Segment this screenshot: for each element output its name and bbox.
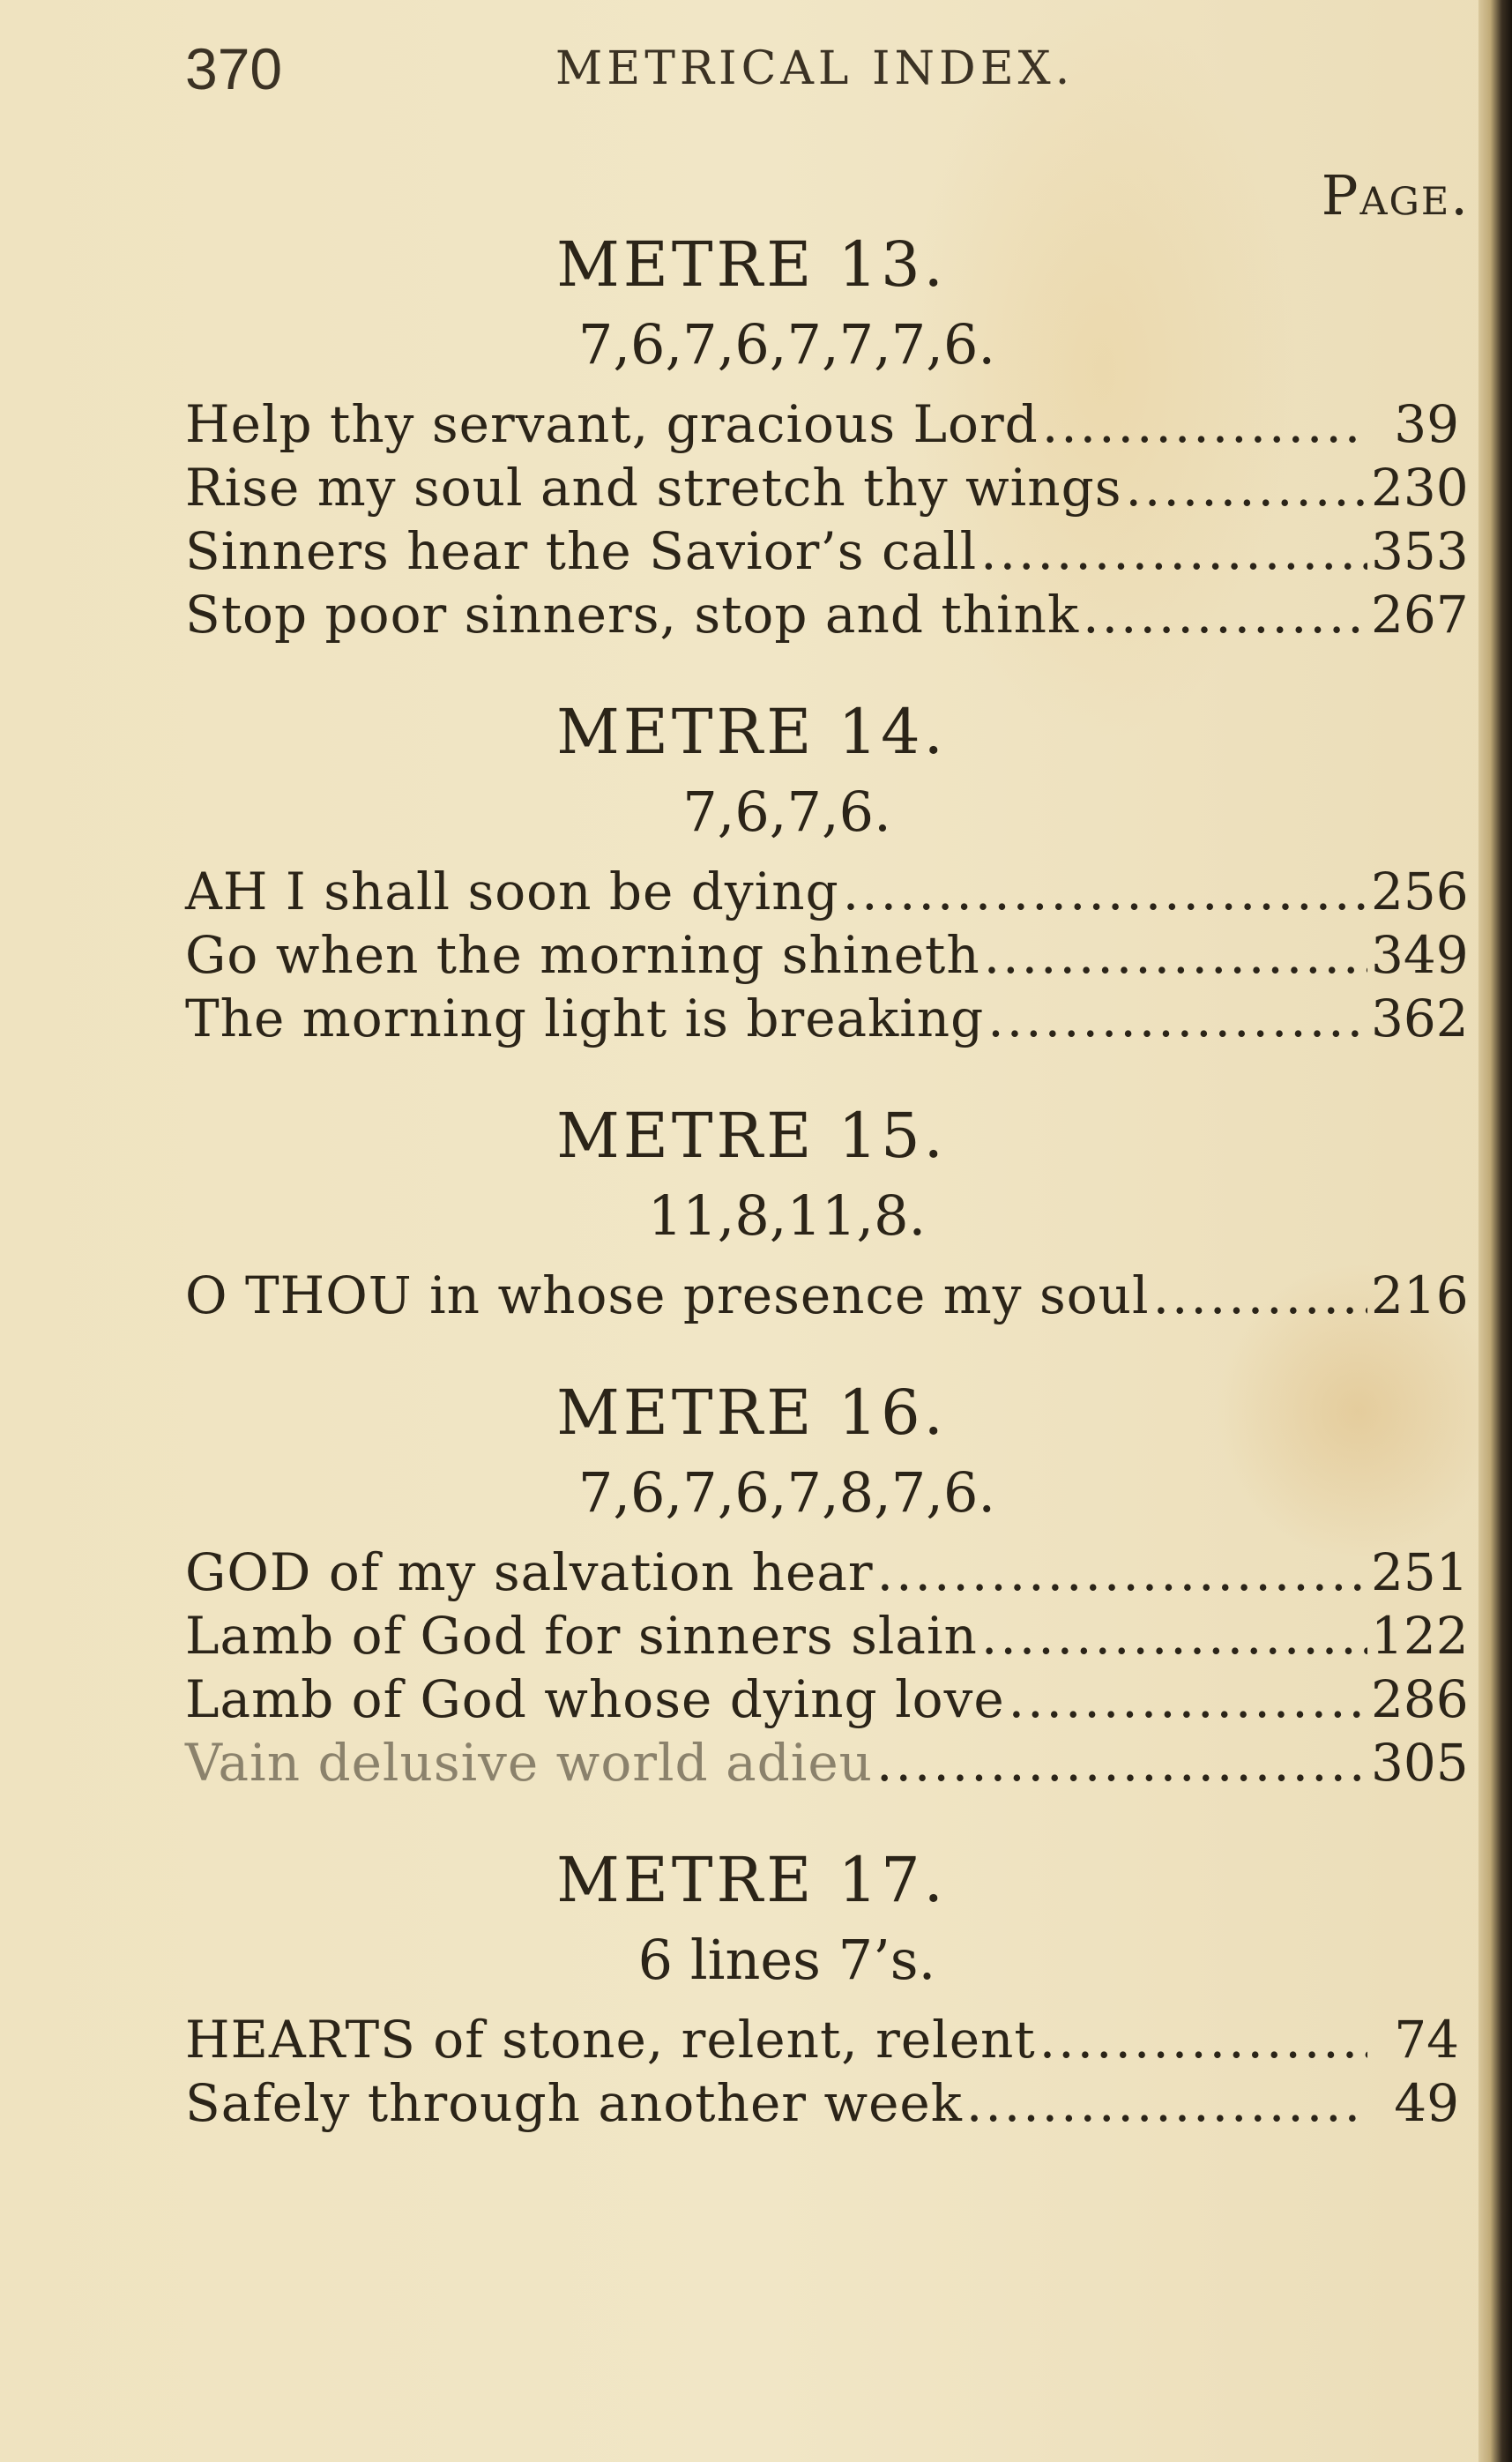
hymn-entry: [185, 987, 1469, 1050]
hymn-entry: [185, 923, 1469, 987]
hymn-page-number: 49: [1394, 2073, 1459, 2133]
dot-leader: [877, 1541, 1367, 1604]
hymn-page-number: 230: [1371, 458, 1469, 518]
metre-pattern: 7,6,7,6,7,7,7,6.: [577, 312, 996, 377]
hymn-page-number: 286: [1371, 1669, 1469, 1729]
hymn-page-number: 256: [1371, 862, 1469, 921]
metre-section-15: [185, 1096, 1469, 1327]
hymn-first-line: Help thy servant, gracious Lord: [185, 394, 1039, 454]
metre-section-16: [185, 1373, 1469, 1794]
dot-leader: [1083, 583, 1367, 646]
dot-leader: [1039, 2008, 1367, 2071]
metre-title: METRE 14.: [556, 696, 947, 768]
hymn-page-number: 362: [1371, 989, 1469, 1048]
dot-leader: [980, 519, 1367, 583]
hymn-entry: [185, 1667, 1469, 1731]
hymn-first-line: Go when the morning shineth: [185, 925, 980, 985]
hymn-page-number: 305: [1371, 1733, 1469, 1793]
dot-leader: [987, 987, 1367, 1050]
hymn-first-line: GOD of my salvation hear: [185, 1542, 874, 1602]
hymn-list: [185, 2008, 1459, 2135]
hymn-first-line: The morning light is breaking: [185, 989, 985, 1048]
hymn-entry: [185, 456, 1469, 519]
hymn-entry: [185, 583, 1469, 646]
metre-pattern: 6 lines 7’s.: [637, 1928, 936, 1992]
metrical-index: [185, 225, 1469, 2135]
hymn-page-number: 353: [1371, 521, 1469, 581]
metre-title: METRE 16.: [556, 1376, 947, 1449]
hymn-first-line: AH I shall soon be dying: [185, 862, 839, 921]
dot-leader: [1125, 456, 1367, 519]
dot-leader: [984, 923, 1367, 987]
page-header: [185, 35, 1322, 115]
metre-title: METRE 15.: [556, 1100, 947, 1172]
hymn-page-number: 267: [1371, 585, 1469, 645]
hymn-entry: [185, 860, 1469, 923]
book-spine-edge: [1478, 0, 1512, 2462]
dot-leader: [876, 1731, 1367, 1794]
hymn-first-line: Lamb of God for sinners slain: [185, 1606, 978, 1666]
hymn-page-number: 216: [1371, 1265, 1469, 1325]
page-number: 370: [185, 36, 283, 101]
dot-leader: [1042, 392, 1367, 456]
hymn-entry: [185, 392, 1459, 456]
page-column-label: Page.: [1321, 163, 1470, 228]
hymn-first-line: Vain delusive world adieu: [185, 1733, 874, 1793]
metre-section-17: [185, 1840, 1459, 2135]
metre-pattern: 7,6,7,6,7,8,7,6.: [577, 1460, 996, 1525]
hymn-first-line: Lamb of God whose dying love: [185, 1669, 1005, 1729]
hymn-entry: [185, 519, 1469, 583]
metre-section-14: [185, 692, 1469, 1050]
hymn-first-line: Safely through another week: [185, 2073, 963, 2133]
hymn-entry: [185, 1604, 1469, 1667]
hymn-page-number: 122: [1371, 1606, 1469, 1666]
dot-leader: [966, 2071, 1367, 2135]
dot-leader: [981, 1604, 1367, 1667]
dot-leader: [1153, 1264, 1367, 1327]
hymn-first-line: O THOU in whose presence my soul: [185, 1265, 1150, 1325]
hymn-entry: [185, 1731, 1469, 1794]
hymn-page-number: 349: [1371, 925, 1469, 985]
metre-pattern: 7,6,7,6.: [682, 780, 891, 844]
section-gap: [185, 1327, 1459, 1373]
metre-title: METRE 13.: [556, 228, 947, 301]
hymn-page-number: 251: [1371, 1542, 1469, 1602]
hymn-entry: [185, 2008, 1459, 2071]
hymn-list: [185, 1541, 1469, 1794]
hymn-page-number: 74: [1394, 2010, 1459, 2070]
dot-leader: [1009, 1667, 1367, 1731]
hymn-entry: [185, 1264, 1469, 1327]
hymn-list: [185, 392, 1469, 646]
running-title: METRICAL INDEX.: [555, 42, 1075, 95]
section-gap: [185, 646, 1459, 692]
metre-pattern: 11,8,11,8.: [647, 1183, 927, 1248]
hymn-page-number: 39: [1394, 394, 1459, 454]
dot-leader: [843, 860, 1367, 923]
section-gap: [185, 1050, 1459, 1096]
hymn-first-line: Sinners hear the Savior’s call: [185, 521, 978, 581]
section-gap: [185, 1794, 1459, 1840]
hymn-entry: [185, 2071, 1459, 2135]
metre-section-13: [185, 225, 1469, 646]
hymn-entry: [185, 1541, 1469, 1604]
hymn-first-line: Stop poor sinners, stop and think: [185, 585, 1080, 645]
metre-title: METRE 17.: [556, 1844, 947, 1916]
hymn-list: [185, 1264, 1469, 1327]
hymn-list: [185, 860, 1469, 1050]
hymn-first-line: Rise my soul and stretch thy wings: [185, 458, 1122, 518]
hymn-first-line: HEARTS of stone, relent, relent: [185, 2010, 1036, 2070]
